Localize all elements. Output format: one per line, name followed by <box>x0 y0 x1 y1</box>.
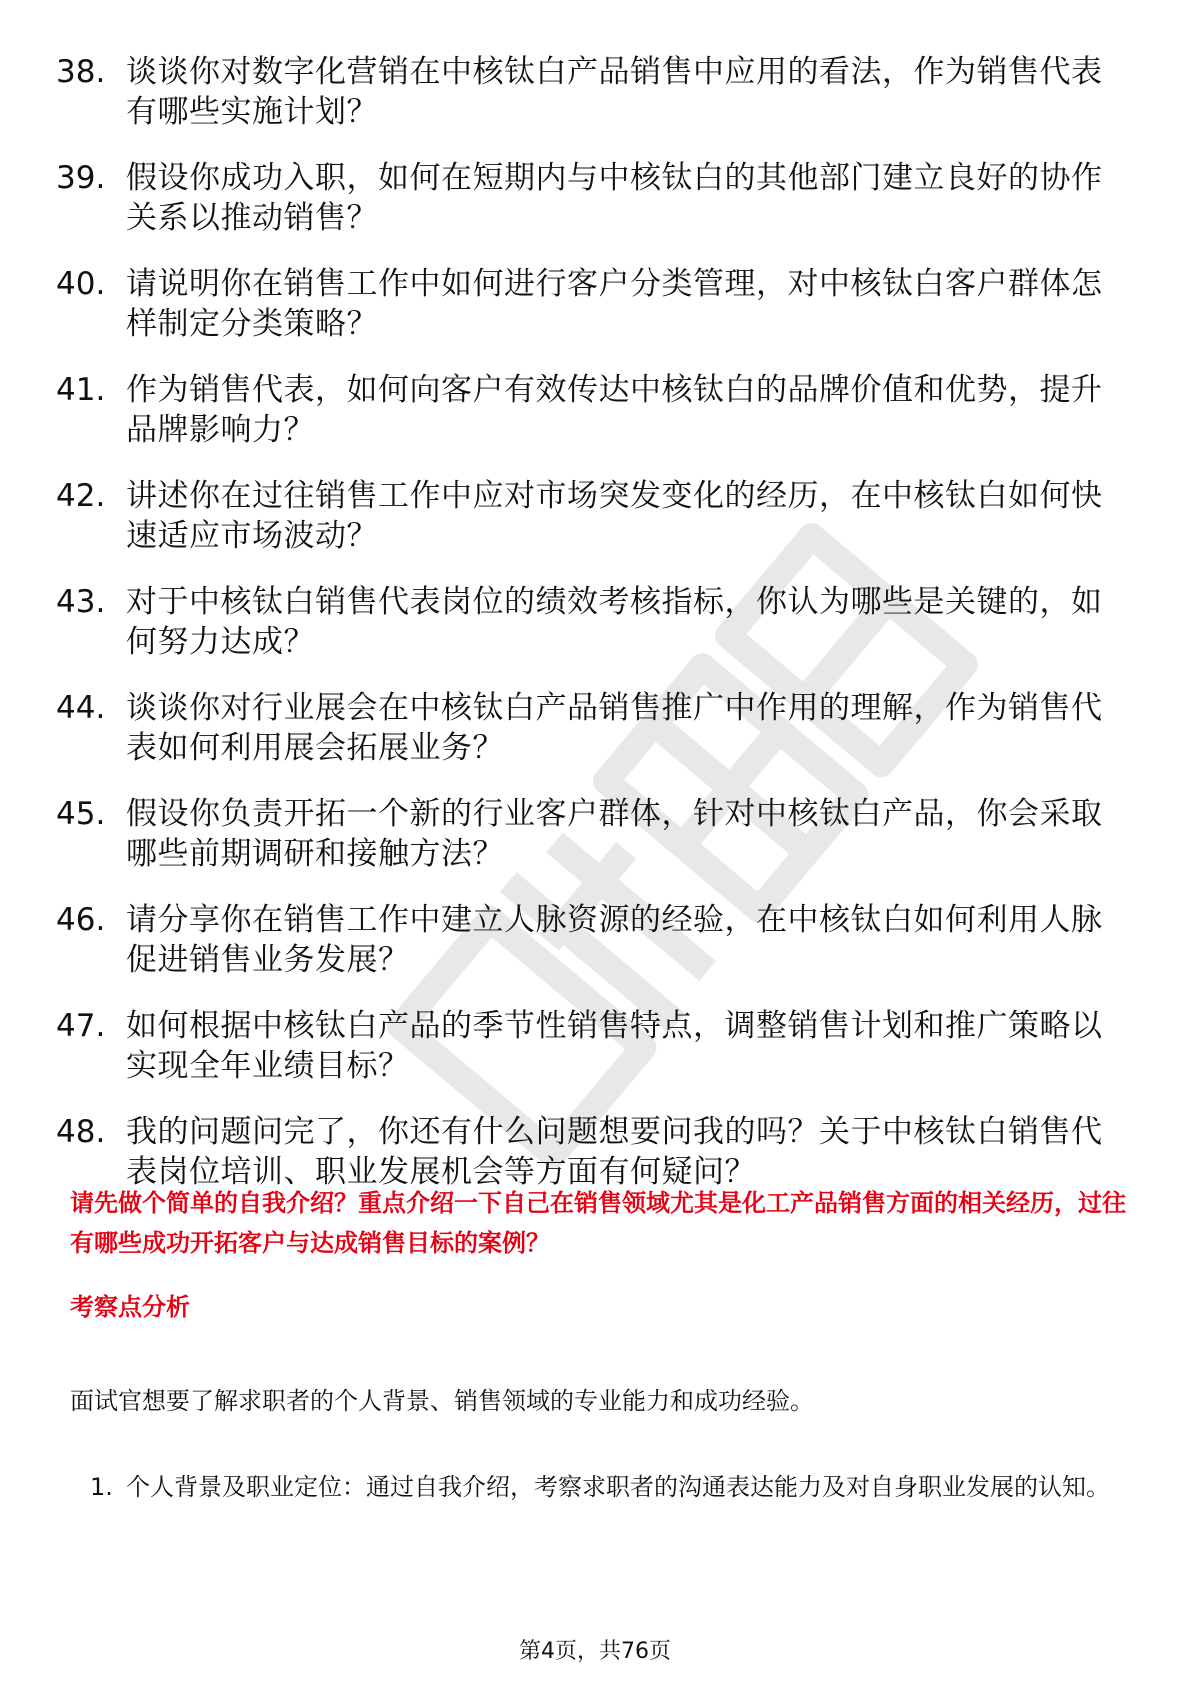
analysis-point-list <box>90 1458 1130 1516</box>
analysis-point <box>90 1458 1130 1516</box>
question-text: 讲述你在过往销售工作中应对市场突发变化的经历，在中核钛白如何快速适应市场波动？ <box>126 478 1103 554</box>
question-number: 43. <box>56 584 106 620</box>
question-item <box>56 794 1116 874</box>
question-item <box>56 264 1116 344</box>
page-footer: 第4页，共76页 <box>519 1639 671 1664</box>
question-text: 作为销售代表，如何向客户有效传达中核钛白的品牌价值和优势，提升品牌影响力？ <box>126 372 1103 448</box>
question-number: 38. <box>56 54 106 90</box>
question-item <box>56 370 1116 450</box>
question-item <box>56 158 1116 238</box>
question-item <box>56 476 1116 556</box>
question-text: 对于中核钛白销售代表岗位的绩效考核指标，你认为哪些是关键的，如何努力达成？ <box>126 584 1103 660</box>
question-number: 47. <box>56 1008 106 1044</box>
question-number: 41. <box>56 372 106 408</box>
question-text: 假设你成功入职，如何在短期内与中核钛白的其他部门建立良好的协作关系以推动销售？ <box>126 160 1103 236</box>
question-number: 42. <box>56 478 106 514</box>
question-item <box>56 1006 1116 1086</box>
question-number: 39. <box>56 160 106 196</box>
question-item <box>56 1112 1116 1192</box>
intro-paragraph: 面试官想要了解求职者的个人背景、销售领域的专业能力和成功经验。 <box>70 1387 814 1415</box>
question-item <box>56 582 1116 662</box>
question-text: 如何根据中核钛白产品的季节性销售特点，调整销售计划和推广策略以实现全年业绩目标？ <box>126 1008 1103 1084</box>
question-text: 假设你负责开拓一个新的行业客户群体，针对中核钛白产品，你会采取哪些前期调研和接触方法？ <box>126 796 1103 872</box>
question-text: 谈谈你对数字化营销在中核钛白产品销售中应用的看法，作为销售代表有哪些实施计划？ <box>126 54 1103 130</box>
question-text: 请说明你在销售工作中如何进行客户分类管理，对中核钛白客户群体怎样制定分类策略？ <box>126 266 1103 342</box>
section-title: 考察点分析 <box>70 1293 190 1321</box>
question-number: 48. <box>56 1114 106 1150</box>
question-item <box>56 900 1116 980</box>
question-number: 40. <box>56 266 106 302</box>
point-text: 个人背景及职业定位：通过自我介绍，考察求职者的沟通表达能力及对自身职业发展的认知。 <box>126 1473 1110 1501</box>
question-list <box>56 52 1116 1218</box>
question-text: 请分享你在销售工作中建立人脉资源的经验，在中核钛白如何利用人脉促进销售业务发展？ <box>126 902 1103 978</box>
question-text: 谈谈你对行业展会在中核钛白产品销售推广中作用的理解，作为销售代表如何利用展会拓展业务？ <box>126 690 1103 766</box>
question-number: 45. <box>56 796 106 832</box>
point-number: 1. <box>90 1473 113 1501</box>
highlight-question: 请先做个简单的自我介绍？重点介绍一下自己在销售领域尤其是化工产品销售方面的相关经历，过往有哪些成功开拓客户与达成销售目标的案例？ <box>70 1189 1126 1257</box>
question-text: 我的问题问完了，你还有什么问题想要问我的吗？关于中核钛白销售代表岗位培训、职业发展机会等方面有何疑问？ <box>126 1114 1103 1190</box>
question-number: 44. <box>56 690 106 726</box>
question-item <box>56 688 1116 768</box>
question-number: 46. <box>56 902 106 938</box>
question-item <box>56 52 1116 132</box>
